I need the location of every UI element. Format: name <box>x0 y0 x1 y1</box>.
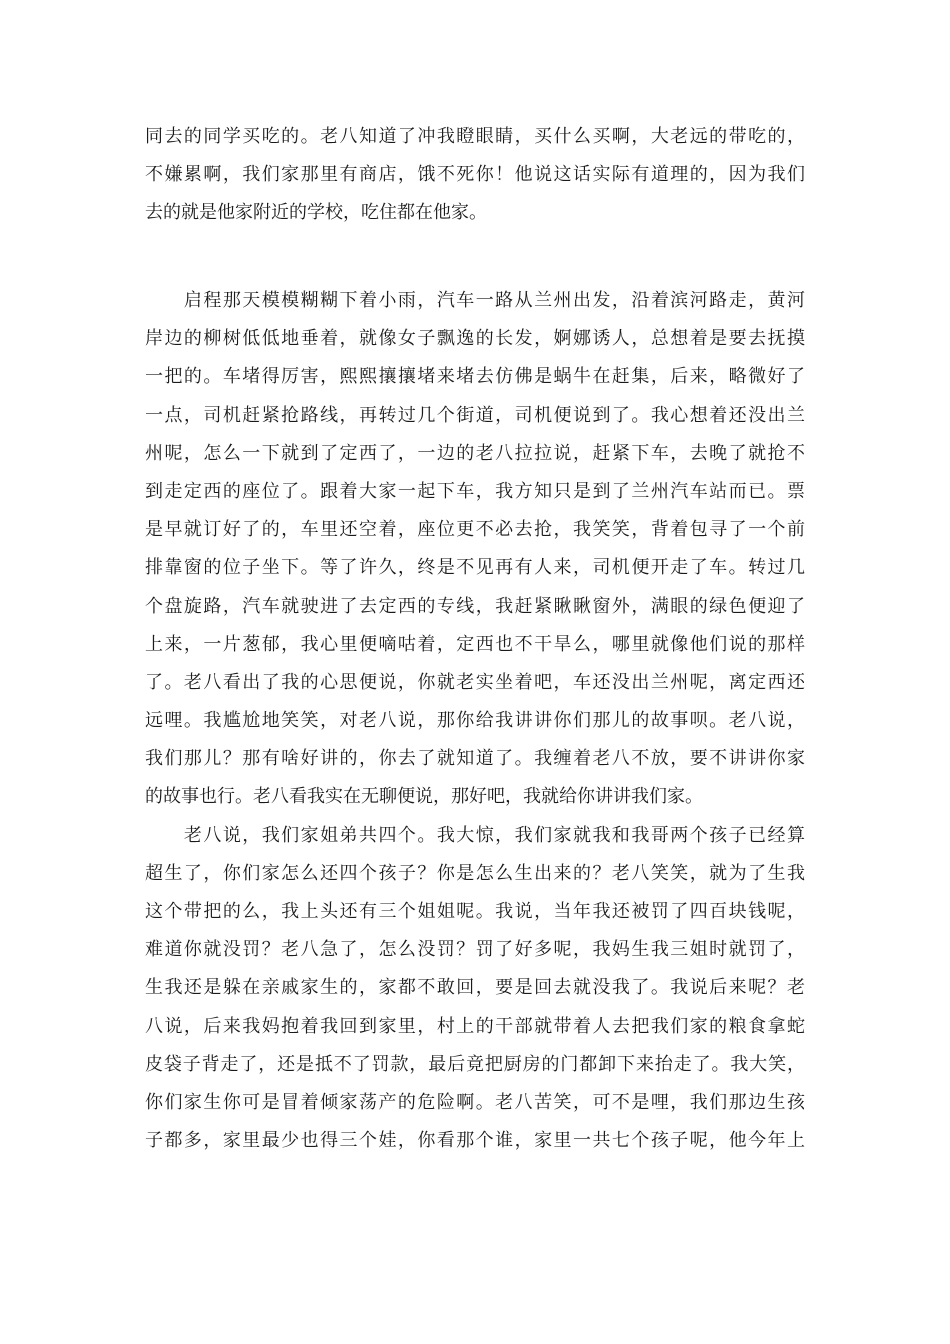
text-line: 生我还是躲在亲戚家生的，家都不敢回，要是回去就没我了。我说后来呢？老 <box>145 977 805 999</box>
text-line: 一点，司机赶紧抢路线，再转过几个街道，司机便说到了。我心想着还没出兰 <box>145 404 805 426</box>
paragraph-continued <box>145 118 805 233</box>
text-line: 去的就是他家附近的学校，吃住都在他家。 <box>145 202 487 224</box>
text-line: 到走定西的座位了。跟着大家一起下车，我方知只是到了兰州汽车站而已。票 <box>145 480 805 502</box>
story-body <box>145 282 805 1160</box>
text-line: 难道你就没罚？老八急了，怎么没罚？罚了好多呢，我妈生我三姐时就罚了， <box>145 939 805 961</box>
text-line: 的故事也行。老八看我实在无聊便说，那好吧，我就给你讲讲我们家。 <box>145 786 703 808</box>
text-line: 这个带把的么，我上头还有三个姐姐呢。我说，当年我还被罚了四百块钱呢， <box>145 901 805 922</box>
text-line: 州呢，怎么一下就到了定西了，一边的老八拉拉说，赶紧下车，去晚了就抢不 <box>145 442 805 464</box>
text-line: 个盘旋路，汽车就驶进了去定西的专线，我赶紧瞅瞅窗外，满眼的绿色便迎了 <box>145 595 805 617</box>
text-line: 八说，后来我妈抱着我回到家里，村上的干部就带着人去把我们家的粮食拿蛇 <box>145 1015 805 1037</box>
text-line: 了。老八看出了我的心思便说，你就老实坐着吧，车还没出兰州呢，离定西还 <box>145 671 805 693</box>
text-line: 是早就订好了的，车里还空着，座位更不必去抢，我笑笑，背着包寻了一个前 <box>145 519 805 541</box>
text-line: 一把的。车堵得厉害，熙熙攘攘堵来堵去仿佛是蜗牛在赶集，后来，略微好了 <box>145 366 805 388</box>
text-line: 远哩。我尴尬地笑笑，对老八说，那你给我讲讲你们那儿的故事呗。老八说， <box>145 710 805 732</box>
text-line: 排靠窗的位子坐下。等了许久，终是不见再有人来，司机便开走了车。转过几 <box>145 557 805 579</box>
text-line: 启程那天模模糊糊下着小雨，汽车一路从兰州出发，沿着滨河路走，黄河 <box>145 290 805 311</box>
text-line: 我们那儿？那有啥好讲的，你去了就知道了。我缠着老八不放，要不讲讲你家 <box>145 748 805 770</box>
text-line: 上来，一片葱郁，我心里便嘀咕着，定西也不干旱么，哪里就像他们说的那样 <box>145 633 805 655</box>
text-line: 老八说，我们家姐弟共四个。我大惊，我们家就我和我哥两个孩子已经算 <box>145 824 805 846</box>
text-line: 同去的同学买吃的。老八知道了冲我瞪眼睛，买什么买啊，大老远的带吃的， <box>145 126 805 147</box>
text-line: 子都多，家里最少也得三个娃，你看那个谁，家里一共七个孩子呢，他今年上 <box>145 1130 805 1152</box>
text-line: 皮袋子背走了，还是抵不了罚款，最后竟把厨房的门都卸下来抬走了。我大笑， <box>145 1053 805 1075</box>
text-line: 超生了，你们家怎么还四个孩子？你是怎么生出来的？老八笑笑，就为了生我 <box>145 862 805 884</box>
text-line: 不嫌累啊，我们家那里有商店，饿不死你！他说这话实际有道理的，因为我们 <box>145 164 805 186</box>
text-line: 你们家生你可是冒着倾家荡产的危险啊。老八苦笑，可不是哩，我们那边生孩 <box>145 1091 805 1113</box>
text-line: 岸边的柳树低低地垂着，就像女子飘逸的长发，婀娜诱人，总想着是要去抚摸 <box>145 328 805 350</box>
